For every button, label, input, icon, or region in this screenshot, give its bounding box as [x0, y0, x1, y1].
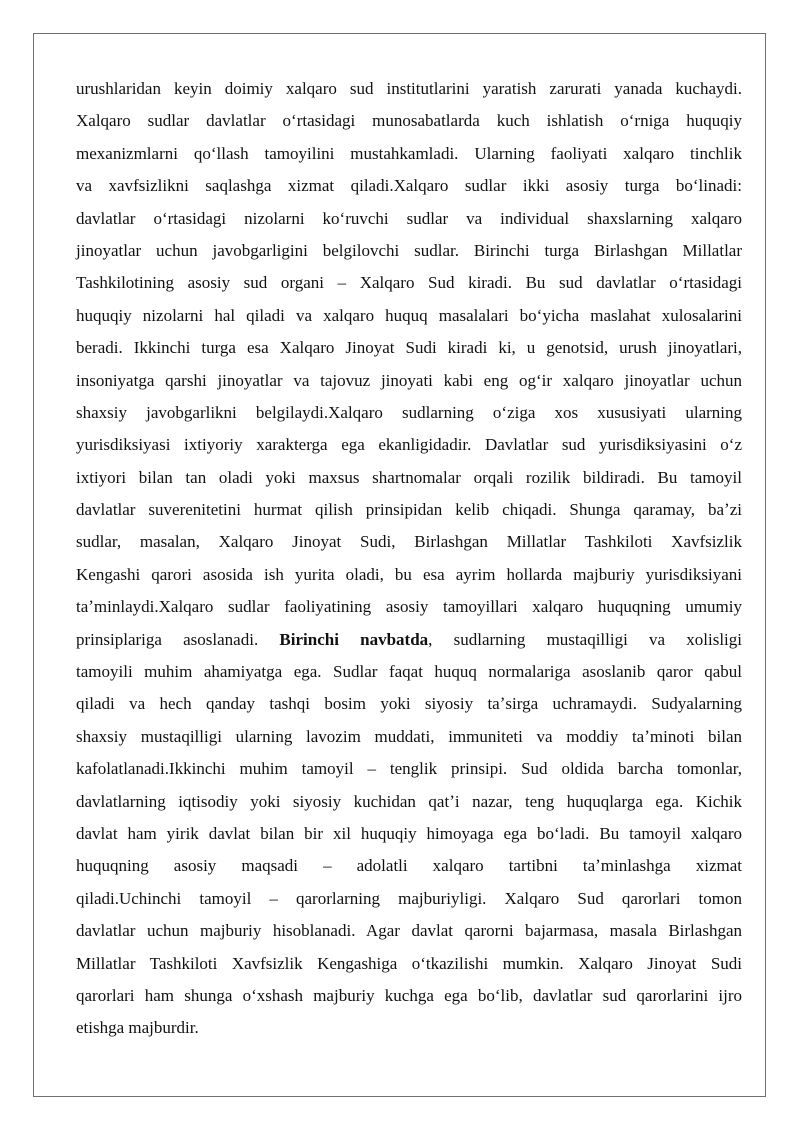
- text-line: qiladi.Uchinchi tamoyil – qarorlarning majburiyligi. Xalqaro Sud qarorlari tomon: [76, 888, 742, 908]
- text-line: davlatlar uchun majburiy hisoblanadi. Agar davlat qarorni bajarmasa, masala Birlashgan: [76, 921, 742, 941]
- text-line: va xavfsizlikni saqlashga xizmat qiladi.Xalqaro sudlar ikki asosiy turga boʻlinadi:: [76, 176, 742, 196]
- text-line: Xalqaro sudlar davlatlar oʻrtasidagi munosabatlarda kuch ishlatish oʻrniga huquqiy: [76, 111, 742, 131]
- text-line-last: etishga majburdir.: [76, 1018, 199, 1038]
- text-line: qiladi va hech qanday tashqi bosim yoki siyosiy taʼsirga uchramaydi. Sudyalarning: [76, 694, 742, 714]
- text-line: urushlaridan keyin doimiy xalqaro sud institutlarini yaratish zarurati yanada kuchaydi.: [76, 79, 742, 98]
- text-line: jinoyatlar uchun javobgarligini belgilovchi sudlar. Birinchi turga Birlashgan Millatlar: [76, 240, 742, 260]
- text-line: huquqning asosiy maqsadi – adolatli xalqaro tartibni taʼminlashga xizmat: [76, 856, 742, 876]
- text-line: taʼminlaydi.Xalqaro sudlar faoliyatining asosiy tamoyillari xalqaro huquqning umumiy: [76, 597, 742, 617]
- text-line: qarorlari ham shunga oʻxshash majburiy kuchga ega boʻlib, davlatlar sud qarorlarini ijro: [76, 985, 742, 1005]
- text-line: Tashkilotining asosiy sud organi – Xalqaro Sud kiradi. Bu sud davlatlar oʻrtasidagi: [76, 273, 742, 293]
- text-line: ixtiyori bilan tan oladi yoki maxsus shartnomalar orqali rozilik bildiradi. Bu tamoyil: [76, 467, 742, 487]
- document-body: [76, 73, 742, 1045]
- text-line: Millatlar Tashkiloti Xavfsizlik Kengashiga oʻtkazilishi mumkin. Xalqaro Jinoyat Sudi: [76, 953, 742, 973]
- text-line-with-bold: [76, 624, 742, 656]
- text-line: insoniyatga qarshi jinoyatlar va tajovuz jinoyati kabi eng ogʻir xalqaro jinoyatlar uchun: [76, 370, 742, 390]
- text-line: davlatlarning iqtisodiy yoki siyosiy kuchidan qatʼi nazar, teng huquqlarga ega. Kichik: [76, 791, 742, 811]
- text-segment: prinsiplariga asoslanadi.: [76, 629, 280, 649]
- text-line: yurisdiksiyasi ixtiyoriy xarakterga ega ekanligidadir. Davlatlar sud yurisdiksiyasini oʻz: [76, 435, 742, 455]
- text-line: sudlar, masalan, Xalqaro Jinoyat Sudi, Birlashgan Millatlar Tashkiloti Xavfsizlik: [76, 532, 742, 552]
- text-line: shaxsiy javobgarlikni belgilaydi.Xalqaro sudlarning oʻziga xos xususiyati ularning: [76, 402, 742, 422]
- text-line: huquqiy nizolarni hal qiladi va xalqaro huquq masalalari boʻyicha maslahat xulosalarini: [76, 305, 742, 325]
- text-segment: , sudlarning mustaqilligi va xolisligi: [428, 629, 742, 649]
- text-line: davlat ham yirik davlat bilan bir xil huquqiy himoyaga ega boʻladi. Bu tamoyil xalqaro: [76, 823, 742, 843]
- text-line: shaxsiy mustaqilligi ularning lavozim muddati, immuniteti va moddiy taʼminoti bilan: [76, 726, 742, 746]
- text-line: davlatlar suverenitetini hurmat qilish prinsipidan kelib chiqadi. Shunga qaramay, baʼzi: [76, 500, 742, 520]
- text-line: davlatlar oʻrtasidagi nizolarni koʻruvchi sudlar va individual shaxslarning xalqaro: [76, 208, 742, 228]
- bold-phrase: Birinchi navbatda: [279, 629, 429, 649]
- text-line: mexanizmlarni qoʻllash tamoyilini mustahkamladi. Ularning faoliyati xalqaro tinchlik: [76, 143, 742, 163]
- text-line: tamoyili muhim ahamiyatga ega. Sudlar faqat huquq normalariga asoslanib qaror qabul: [76, 662, 742, 682]
- text-line: beradi. Ikkinchi turga esa Xalqaro Jinoyat Sudi kiradi ki, u genotsid, urush jinoyatlari,: [76, 338, 742, 358]
- text-line: Kengashi qarori asosida ish yurita oladi, bu esa ayrim hollarda majburiy yurisdiksiyani: [76, 564, 742, 584]
- text-line: kafolatlanadi.Ikkinchi muhim tamoyil – tenglik prinsipi. Sud oldida barcha tomonlar,: [76, 759, 742, 779]
